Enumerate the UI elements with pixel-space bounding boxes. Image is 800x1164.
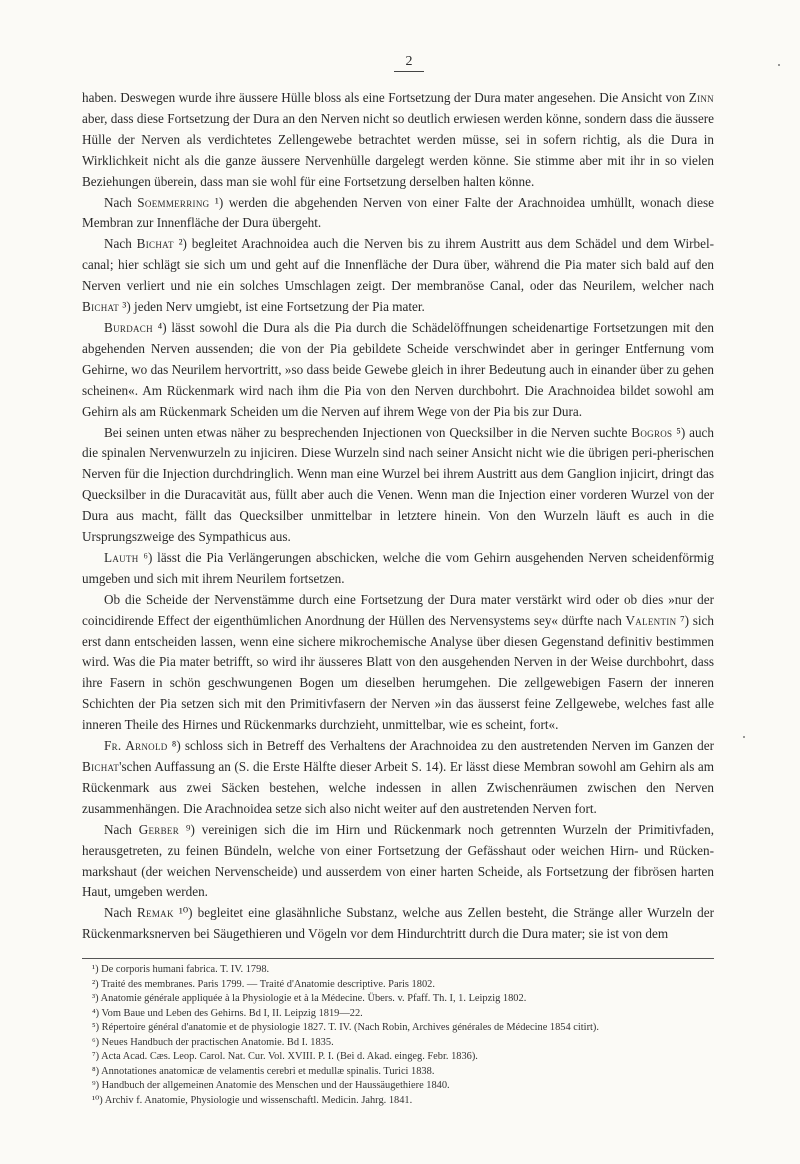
paper-speck: [778, 64, 780, 66]
footnote: ⁵) Répertoire général d'anatomie et de physiologie 1827. T. IV. (Nach Robin, Archives générales de Médecine 1854 citirt).: [92, 1022, 599, 1033]
paper-speck: [743, 736, 745, 738]
paragraph: [82, 193, 714, 235]
author-name: Lauth: [104, 549, 139, 565]
paragraph: [82, 548, 714, 590]
paragraph: [82, 318, 714, 423]
footnote: ⁸) Annotationes anatomicæ de velamentis cerebri et medullæ spinalis. Turici 1838.: [92, 1065, 435, 1077]
footnotes: [92, 963, 712, 1108]
text-run: Nach: [104, 194, 138, 210]
footnote: ³) Anatomie générale appliquée à la Physiologie et à la Médecine. Übers. v. Pfaff. Th. I, 1. Leipzig 1802.: [92, 993, 527, 1004]
text-run: ⁷) sich erst dann entscheiden lassen, wenn eine sichere mikrochemische Analyse über diesen Gegenstand definitiv bestimmen wird. Was die Pia mater betrifft, so wird ihr äusseres Blatt von den ausgehenden Nerven in der Weise durchbohrt, dass ihre Fasern in schön geschwungenen Bogen um dieselben herumgehen. Die zellgewebigen Fasern der inneren Schichten der Pia setzen sich mit den Primitivfasern der Nerven »in das äusserst feine Zellgewebe, welches fast alle inneren Theile des Hirnes und Rückenmarks durchzieht, unmittelbar, wie es scheint, fort«.: [82, 612, 714, 733]
paragraph: [82, 590, 714, 736]
footnote: ⁴) Vom Baue und Leben des Gehirns. Bd I, II. Leipzig 1819—22.: [92, 1007, 363, 1019]
author-name: Soemmerring: [137, 194, 210, 210]
paragraph: [82, 903, 714, 945]
footnote: ⁷) Acta Acad. Cæs. Leop. Carol. Nat. Cur. Vol. XVIII. P. I. (Bei d. Akad. eingeg. Febr. 1836).: [92, 1051, 478, 1062]
footnote-rule: [82, 958, 714, 959]
text-run: ³) jeden Nerv umgiebt, ist eine Fortsetzung der Pia mater.: [119, 299, 425, 315]
author-name: Burdach: [104, 319, 153, 335]
author-name: Bichat: [82, 299, 120, 315]
author-name: Valentin: [625, 612, 677, 628]
text-run: ⁴) lässt sowohl die Dura als die Pia durch die Schädelöffnungen scheidenartige Fortsetzungen mit den abgehenden Nerven aussenden; die von der Pia gebildete Scheide verschwindet aber in geringer Entfernung vom Gehirne, wo das Neurilem hervortritt, »so dass beide Gewebe gleich in ihrer Bedeutung auch in einander über zu gehen scheinen«. Am Rückenmark wird nach ihm die Pia von den Nerven durchbohrt. Die Arachnoidea bildet sowohl am Gehirn als am Rückenmark Scheiden um die Nerven auf ihrem Wege von der Pia bis zur Dura.: [82, 319, 714, 419]
text-run: ²) begleitet Arachnoidea auch die Nerven bis zu ihrem Austritt aus dem Schädel und dem Wirbel-canal; hier schlägt sie sich um und geht auf die Innenfläche der Dura über, während die Pia mater sich bald auf den Nerven verliert und nie ein solches Umschlagen zeigt. Der membranöse Canal, oder das Neurilem, welcher nach: [82, 236, 715, 294]
author-name: Fr. Arnold: [104, 738, 168, 754]
footnote: ²) Traité des membranes. Paris 1799. — Traité d'Anatomie descriptive. Paris 1802.: [92, 978, 435, 990]
text-run: ¹⁰) begleitet eine glasähnliche Substanz, welche aus Zellen besteht, die Stränge aller Wurzeln der Rückenmarksnerven bei Säugethieren und Vögeln vor dem Hindurchtritt durch die Dura mater; sie ist von dem: [82, 905, 715, 942]
text-run: aber, dass diese Fortsetzung der Dura an den Nerven nicht so deutlich erwiesen werden könne, sondern dass die äussere Hülle der Nerven als verdichtetes Zellengewebe betrachtet werden müsse, sei in sofern richtig, als die Dura in Wirklichkeit nicht als die ganze äussere Nervenhülle dargelegt werden könne. Sie stimme aber mit ihr in so vielen Beziehungen überein, dass man sie wohl für eine Fortsetzung derselben halten könne.: [82, 110, 714, 189]
page-number: 2: [394, 54, 424, 72]
footnote: ¹⁰) Archiv f. Anatomie, Physiologie und wissenschaftl. Medicin. Jahrg. 1841.: [92, 1094, 413, 1106]
text-run: ⁹) vereinigen sich die im Hirn und Rückenmark noch getrennten Wurzeln der Primitivfaden, herausgetreten, zu feinen Bündeln, welche von einer Fortsetzung der Gefässhaut oder weichen Hirn- und Rücken-markshaut (der weichen Nervenscheide) und ausserdem von einer harten Scheide, als Fortsetzung der fibrösen harten Haut, umgeben werden.: [82, 821, 714, 900]
footnote: ⁶) Neues Handbuch der practischen Anatomie. Bd I. 1835.: [92, 1036, 334, 1048]
author-name: Bichat: [136, 236, 174, 252]
text-run: Nach: [104, 821, 139, 837]
text-run: ⁵) auch die spinalen Nervenwurzeln zu injiciren. Diese Wurzeln sind nach seiner Ansicht nicht wie die übrigen peri-pherischen Nerven für die Injection durchdringlich. Wenn man eine Wurzel bei ihrem Austritt aus dem Ganglion injicirt, dringt das Quecksilber in die Duracavität aus, füllt aber auch die Venen. Wenn man die Injection einer vorderen Wurzel von der Dura aus macht, fällt das Quecksilber unmittelbar in letztere hinein. Von den Wurzeln läuft es auch in die Ursprungszweige des Sympathicus aus.: [82, 424, 714, 545]
text-run: Nach: [104, 236, 137, 252]
text-run: ⁸) schloss sich in Betreff des Verhaltens der Arachnoidea zu den austretenden Nerven im Ganzen der: [167, 738, 714, 754]
paragraph: [82, 736, 714, 820]
footnote: ¹) De corporis humani fabrica. T. IV. 1798.: [92, 964, 270, 975]
author-name: Gerber: [138, 821, 180, 837]
text-run: 'schen Auffassung an (S. die Erste Hälfte dieser Arbeit S. 14). Er lässt diese Membran sowohl am Gehirn als am Rückenmark aus zwei Säcken bestehen, welche indessen in allen Zwischenräumen zwischen den Nerven zusammenhängen. Die Arachnoidea setze sich also nicht weiter auf den austretenden Nerven fort.: [82, 759, 714, 816]
author-name: Zinn: [688, 90, 714, 105]
footnote: ⁹) Handbuch der allgemeinen Anatomie des Menschen und der Haussäugethiere 1840.: [92, 1080, 450, 1091]
author-name: Bichat: [82, 759, 120, 774]
body-text: [82, 88, 714, 945]
text-run: Bei seinen unten etwas näher zu besprechenden Injectionen von Quecksilber in die Nerven suchte: [104, 424, 632, 440]
text-run: ¹) werden die abgehenden Nerven von einer Falte der Arachnoidea umhüllt, wonach diese Membran zur Innenfläche der Dura übergeht.: [82, 194, 714, 231]
text-run: ⁶) lässt die Pia Verlängerungen abschicken, welche die vom Gehirn ausgehenden Nerven scheidenförmig umgeben und sich mit ihrem Neurilem fortsetzen.: [82, 549, 714, 586]
author-name: Bogros: [631, 424, 673, 440]
paragraph: [82, 88, 714, 193]
paragraph: [82, 820, 714, 904]
paragraph: [82, 423, 714, 548]
text-run: haben. Deswegen wurde ihre äussere Hülle bloss als eine Fortsetzung der Dura mater angesehen. Die Ansicht von: [82, 90, 689, 105]
text-run: Ob die Scheide der Nervenstämme durch eine Fortsetzung der Dura mater verstärkt wird oder ob dies »nur der coincidirende Effect der eigenthümlichen Anordnung der Hüllen des Nervensystems sey« dürfte nach: [82, 591, 714, 628]
author-name: Remak: [136, 905, 174, 921]
text-run: Nach: [104, 905, 137, 921]
paragraph: [82, 234, 714, 318]
